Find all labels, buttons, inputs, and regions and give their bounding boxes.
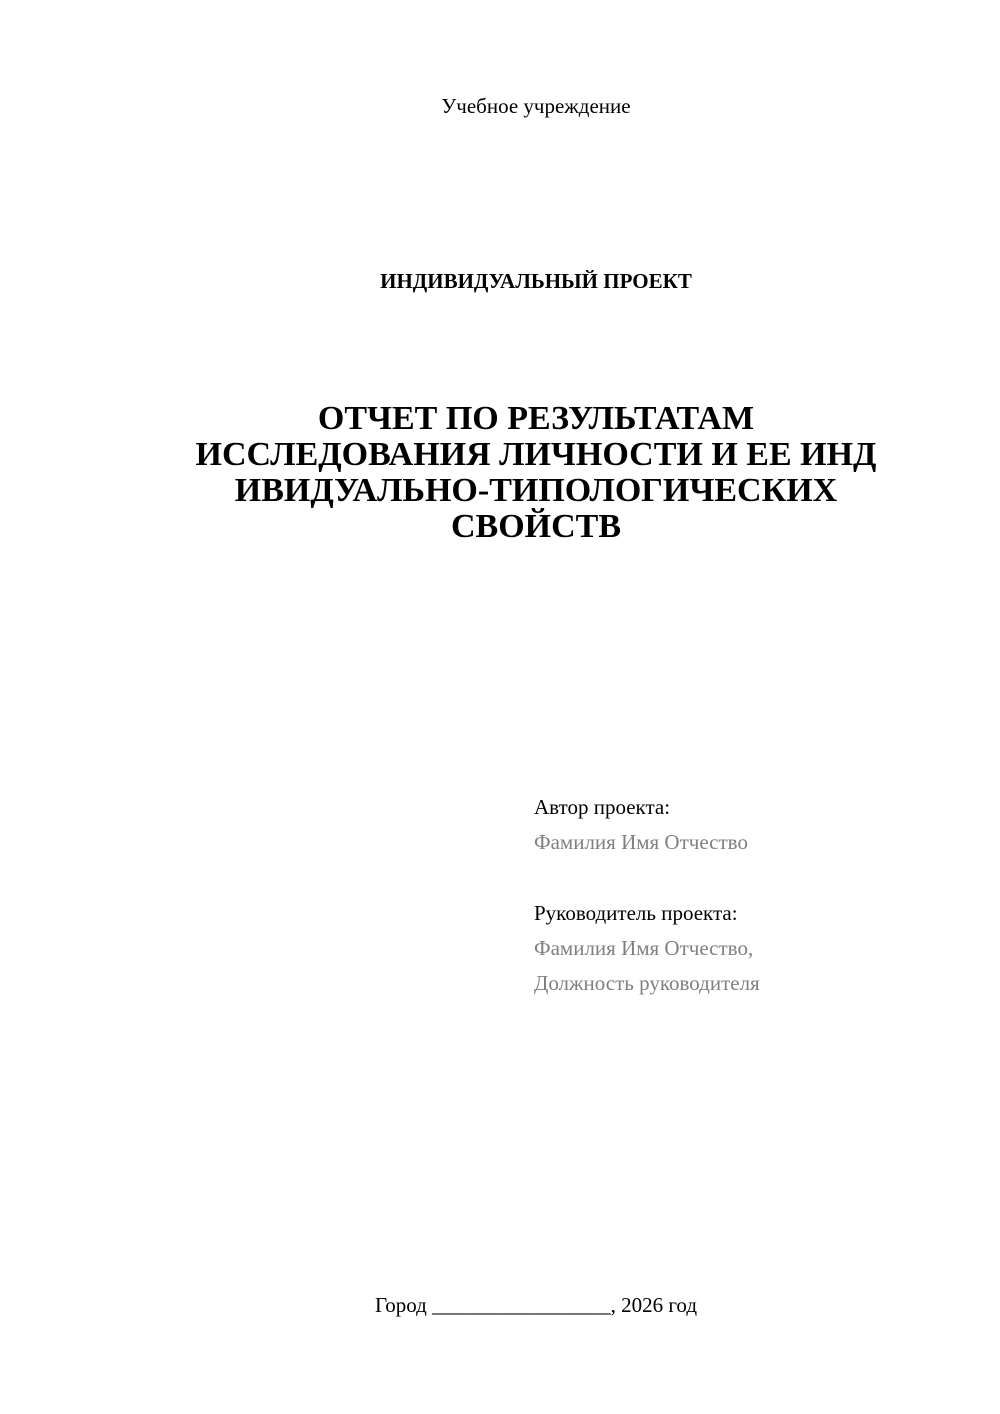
report-title-line: ИВИДУАЛЬНО-ТИПОЛОГИЧЕСКИХ [234,472,838,509]
report-title-line: СВОЙСТВ [450,508,622,545]
report-title-line: ОТЧЕТ ПО РЕЗУЛЬТАТАМ [317,400,755,437]
project-type-heading: ИНДИВИДУАЛЬНЫЙ ПРОЕКТ [380,269,692,293]
report-title-line: ИССЛЕДОВАНИЯ ЛИЧНОСТИ И ЕЕ ИНД [195,436,877,473]
supervisor-position: Должность руководителя [534,971,760,995]
supervisor-name: Фамилия Имя Отчество, [534,936,754,960]
author-name: Фамилия Имя Отчество [534,830,748,854]
institution-name: Учебное учреждение [441,94,631,118]
city-year-line: Город _________________, 2026 год [374,1293,698,1317]
supervisor-label: Руководитель проекта: [534,901,738,925]
author-label: Автор проекта: [534,795,671,819]
credits-spacer [534,860,964,896]
credits-block [534,790,964,1001]
report-title [100,401,972,545]
